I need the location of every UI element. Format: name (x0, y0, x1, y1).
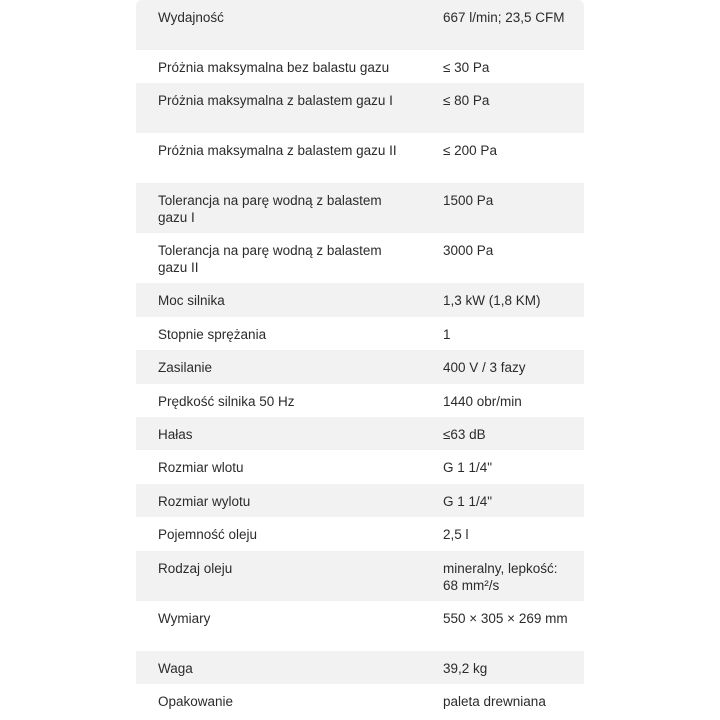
spec-row (136, 384, 584, 417)
spec-row (136, 183, 584, 233)
spec-value: mineralny, lepkość: 68 mm²/s (443, 560, 558, 593)
spec-row (136, 517, 584, 550)
spec-name: Rodzaj oleju (158, 560, 233, 576)
spec-name: Próżnia maksymalna z balastem gazu I (158, 93, 393, 109)
spec-value: 2,5 l (443, 527, 469, 543)
spec-name: Wydajność (158, 10, 224, 25)
spec-row (136, 350, 584, 383)
spec-row (136, 651, 584, 684)
spec-row (136, 484, 584, 517)
spec-name: Tolerancja na parę wodną z balastem gazu II (158, 243, 382, 276)
spec-name: Moc silnika (158, 293, 225, 309)
spec-table (136, 0, 584, 717)
spec-value: ≤ 30 Pa (443, 60, 490, 75)
spec-row (136, 50, 584, 83)
spec-name: Wymiary (158, 610, 211, 626)
spec-value: 1,3 kW (1,8 KM) (443, 293, 541, 309)
spec-row (136, 450, 584, 483)
spec-row (136, 0, 584, 50)
spec-row (136, 83, 584, 133)
spec-value: G 1 1/4" (443, 460, 493, 476)
spec-value: 667 l/min; 23,5 CFM (443, 10, 565, 25)
spec-name: Próżnia maksymalna z balastem gazu II (158, 143, 397, 159)
spec-name: Stopnie sprężania (158, 326, 267, 342)
spec-value: paleta drewniana (443, 693, 546, 709)
spec-name: Zasilanie (158, 360, 213, 376)
spec-row (136, 133, 584, 183)
spec-row (136, 233, 584, 283)
spec-name: Tolerancja na parę wodną z balastem gazu I (158, 193, 382, 226)
spec-row (136, 551, 584, 601)
spec-value: 3000 Pa (443, 243, 494, 259)
spec-value: 400 V / 3 fazy (443, 360, 526, 376)
spec-name: Opakowanie (158, 693, 234, 709)
spec-value: G 1 1/4" (443, 493, 493, 509)
spec-name: Waga (158, 660, 193, 676)
spec-row (136, 317, 584, 350)
spec-value: 550 × 305 × 269 mm (443, 610, 568, 626)
spec-name: Pojemność oleju (158, 527, 258, 543)
spec-row (136, 283, 584, 316)
spec-value: ≤ 80 Pa (443, 93, 490, 109)
spec-row (136, 601, 584, 651)
spec-value: 1500 Pa (443, 193, 494, 209)
spec-value: ≤63 dB (443, 426, 486, 442)
spec-name: Hałas (158, 426, 193, 442)
spec-value: 1440 obr/min (443, 393, 522, 409)
spec-name: Rozmiar wylotu (158, 493, 251, 509)
spec-value: 39,2 kg (443, 660, 488, 676)
spec-value: ≤ 200 Pa (443, 143, 497, 159)
spec-name: Próżnia maksymalna bez balastu gazu (158, 60, 390, 75)
spec-name: Rozmiar wlotu (158, 460, 244, 476)
spec-value: 1 (443, 326, 451, 342)
spec-row (136, 417, 584, 450)
spec-row (136, 684, 584, 717)
spec-name: Prędkość silnika 50 Hz (158, 393, 295, 409)
